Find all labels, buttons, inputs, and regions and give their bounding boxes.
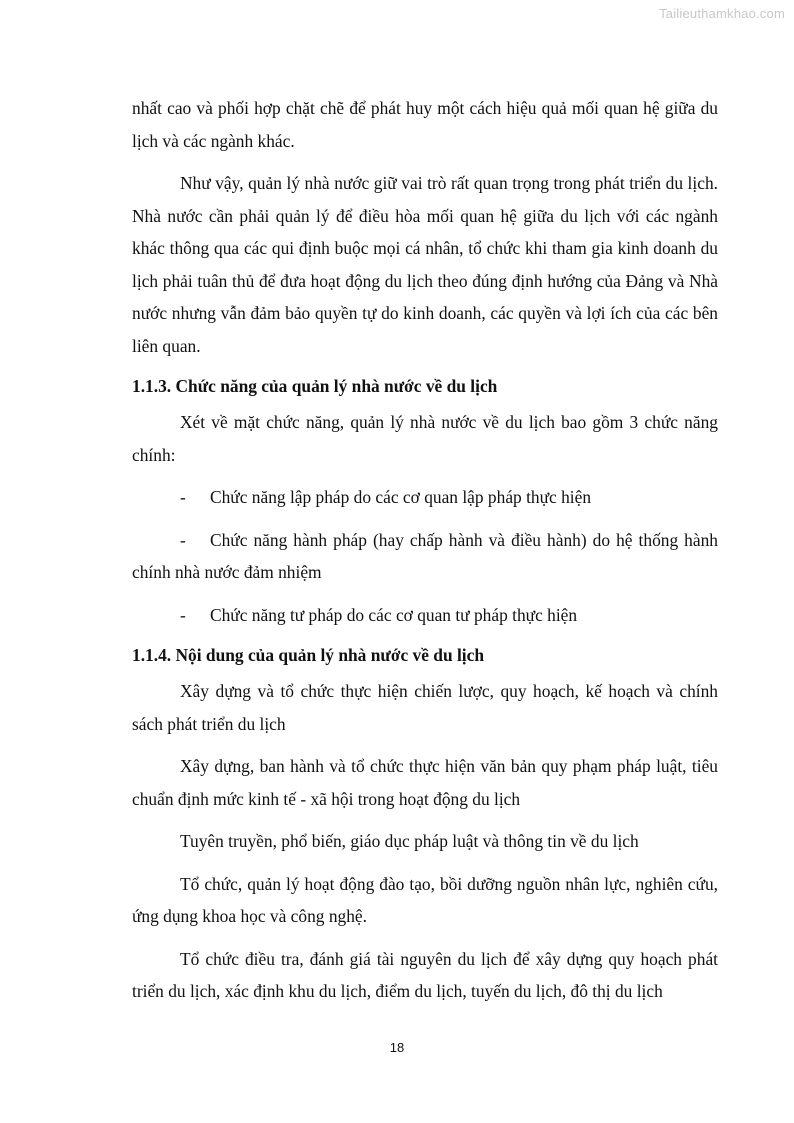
section-heading-1-1-3: 1.1.3. Chức năng của quản lý nhà nước về du lịch [132,376,498,396]
bullet-item [132,481,718,514]
bullet-item [132,599,718,632]
section-intro: Xét về mặt chức năng, quản lý nhà nước về du lịch bao gồm 3 chức năng chính: [132,412,718,465]
page-number: 18 [389,1040,405,1055]
watermark: Tailieuthamkhao.com [659,6,785,21]
bullet-marker: - [180,487,186,507]
content-item: Tuyên truyền, phổ biến, giáo dục pháp luật và thông tin về du lịch [180,831,639,851]
content-item: Xây dựng, ban hành và tổ chức thực hiện văn bản quy phạm pháp luật, tiêu chuẩn định mức kinh tế - xã hội trong hoạt động du lịch [132,756,718,809]
section-heading-1-1-4: 1.1.4. Nội dung của quản lý nhà nước về du lịch [132,645,485,665]
bullet-item [132,524,718,589]
paragraph: nhất cao và phối hợp chặt chẽ để phát huy một cách hiệu quả mối quan hệ giữa du lịch và các ngành khác. [132,98,718,151]
bullet-text: Chức năng hành pháp (hay chấp hành và điều hành) do hệ thống hành chính nhà nước đảm nhiệm [132,529,718,582]
content-item: Xây dựng và tổ chức thực hiện chiến lược, quy hoạch, kế hoạch và chính sách phát triển du lịch [132,681,718,734]
document-body [132,92,718,1018]
bullet-text: Chức năng tư pháp do các cơ quan tư pháp thực hiện [210,604,578,625]
bullet-text: Chức năng lập pháp do các cơ quan lập pháp thực hiện [210,487,592,507]
bullet-marker: - [180,604,186,625]
content-item: Tổ chức, quản lý hoạt động đào tạo, bồi dưỡng nguồn nhân lực, nghiên cứu, ứng dụng khoa học và công nghệ. [132,873,718,926]
paragraph: Như vậy, quản lý nhà nước giữ vai trò rất quan trọng trong phát triển du lịch. Nhà nước cần phải quản lý để điều hòa mối quan hệ giữa du lịch với các ngành khác thông qua các qui định buộc mọi cá nhân, tổ chức khi tham gia kinh doanh du lịch phải tuân thủ để đưa hoạt động du lịch theo đúng định hướng của Đảng và Nhà nước nhưng vẫn đảm bảo quyền tự do kinh doanh, các quyền và lợi ích của các bên liên quan. [132,173,718,356]
bullet-marker: - [180,529,186,550]
content-item: Tổ chức điều tra, đánh giá tài nguyên du lịch để xây dựng quy hoạch phát triển du lịch, xác định khu du lịch, điểm du lịch, tuyến du lịch, đô thị du lịch [132,948,718,1001]
